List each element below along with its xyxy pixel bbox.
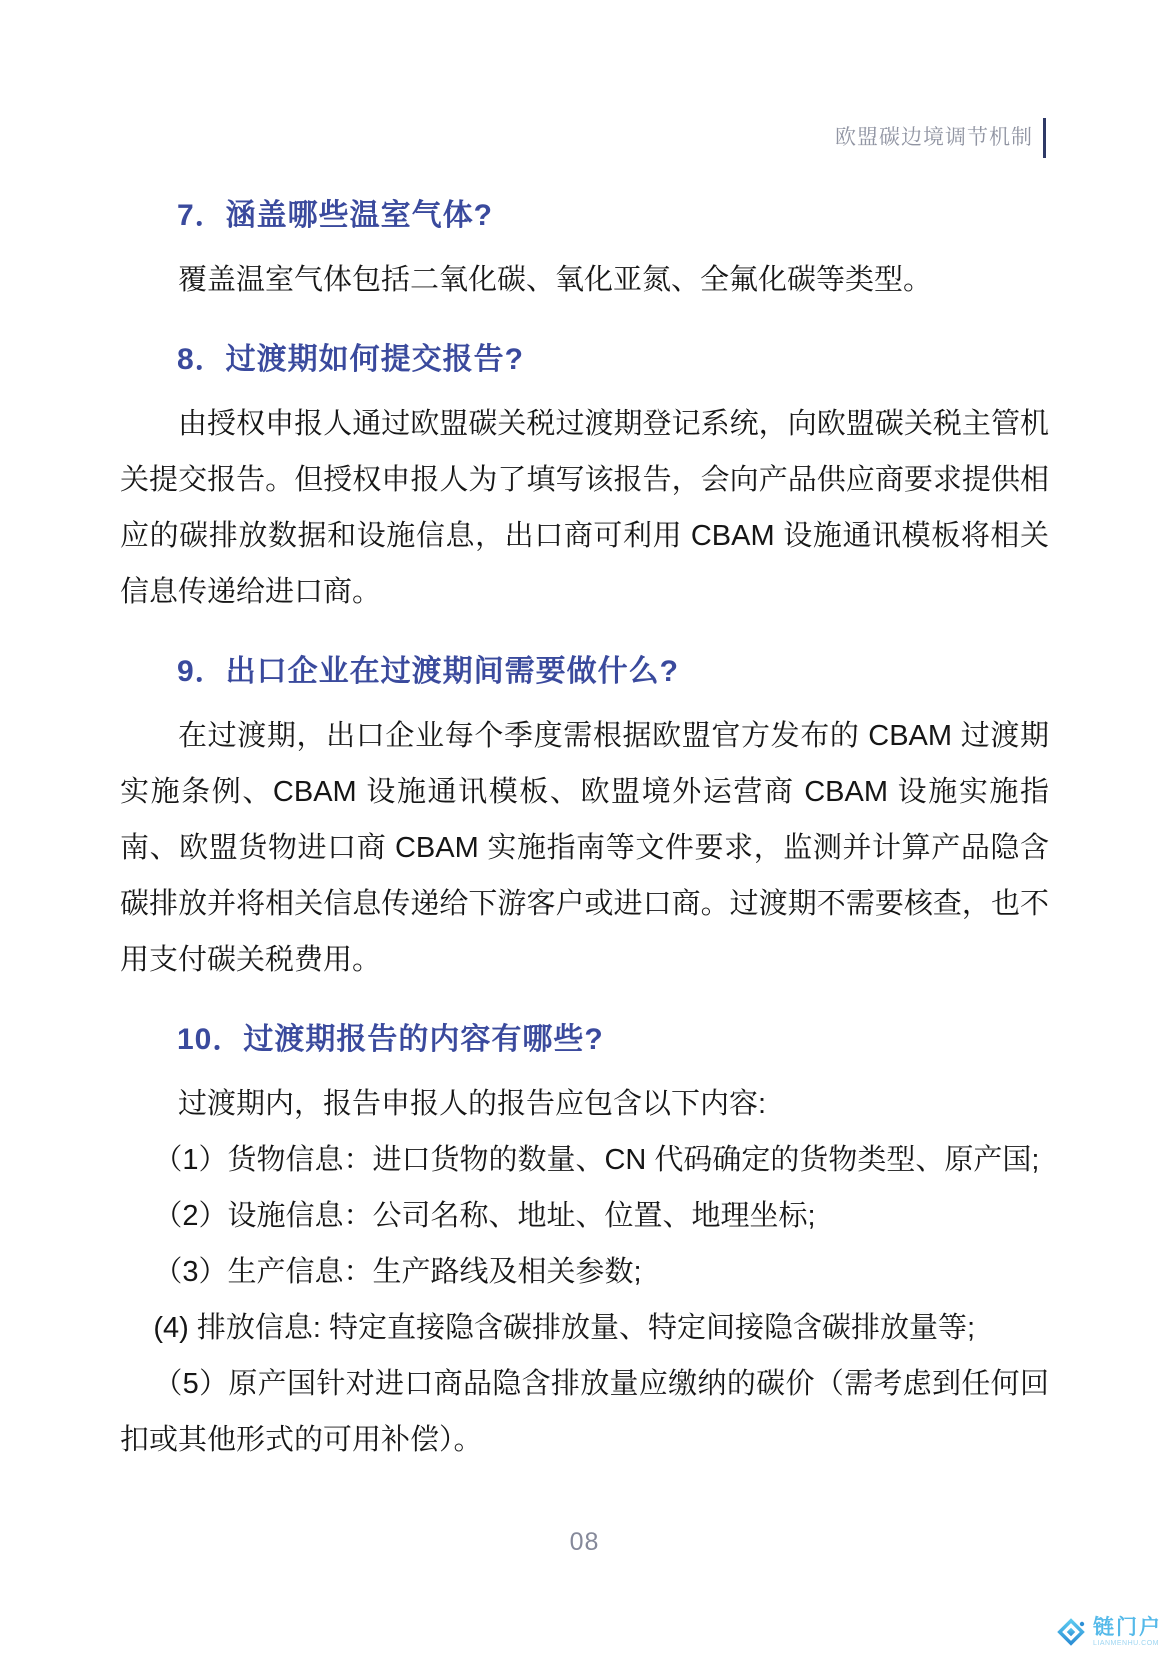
list-item-4: (4) 排放信息: 特定直接隐含碳排放量、特定间接隐含碳排放量等; [153,1312,976,1344]
section-8-paragraph: 由授权申报人通过欧盟碳关税过渡期登记系统，向欧盟碳关税主管机关提交报告。但授权申报人为了填写该报告，会向产品供应商要求提供相应的碳排放数据和设施信息，出口商可利用 CBAM 设施通讯模板将相关信息传递给进口商。 [120,408,1049,608]
section-9-paragraph: 在过渡期，出口企业每个季度需根据欧盟官方发布的 CBAM 过渡期实施条例、CBAM 设施通讯模板、欧盟境外运营商 CBAM 设施实施指南、欧盟货物进口商 CBAM 实施指南等文件要求，监测并计算产品隐含碳排放并将相关信息传递给下游客户或进口商。过渡期不需要核查，也不用支付碳关税费用。 [120,720,1049,976]
section-7-paragraph: 覆盖温室气体包括二氧化碳、氧化亚氮、全氟化碳等类型。 [178,264,933,296]
page-header [835,118,1046,158]
header-title: 欧盟碳边境调节机制 [835,126,1033,149]
list-item-1: （1）货物信息：进口货物的数量、CN 代码确定的货物类型、原产国; [153,1144,1040,1176]
section-10-intro: 过渡期内，报告申报人的报告应包含以下内容: [178,1088,767,1120]
header-rule [1043,118,1046,158]
page-number: 08 [569,1528,600,1556]
section-heading-8: 8．过渡期如何提交报告? [177,343,525,376]
logo-domain: LIANMENHU.COM [1093,1640,1160,1647]
logo-text [1093,1617,1162,1647]
content-column [120,196,1049,1468]
diamond-chain-icon [1055,1616,1087,1648]
section-heading-9: 9．出口企业在过渡期间需要做什么? [177,655,680,688]
section-heading-7: 7．涵盖哪些温室气体? [177,199,494,232]
site-logo [1055,1616,1162,1648]
logo-name: 链门户 [1093,1616,1162,1639]
section-heading-10: 10．过渡期报告的内容有哪些? [177,1023,604,1056]
page-footer [0,1528,1169,1557]
list-item-2: （2）设施信息：公司名称、地址、位置、地理坐标; [153,1200,816,1232]
list-item-3: （3）生产信息：生产路线及相关参数; [153,1256,642,1288]
list-item-5: （5）原产国针对进口商品隐含排放量应缴纳的碳价（需考虑到任何回扣或其他形式的可用补偿）。 [120,1368,1049,1456]
